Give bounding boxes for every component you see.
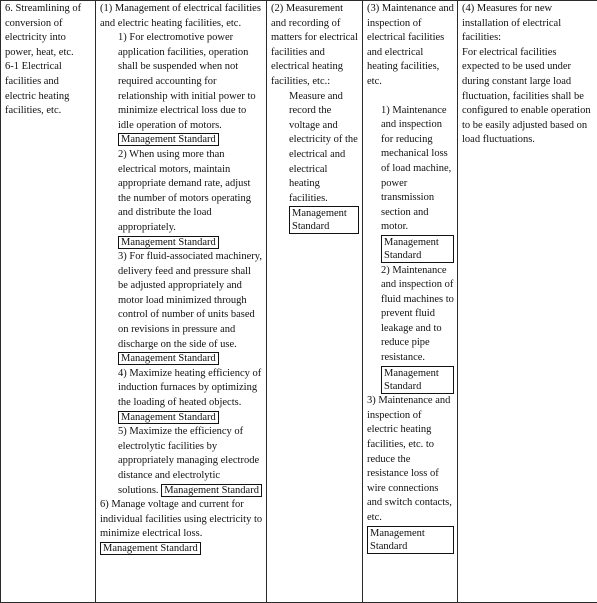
maintenance-heading: (3) Maintenance and inspection of electrical facilities and electrical heating facilities, etc. (367, 3, 454, 87)
maintenance-cell (363, 1, 458, 603)
category-subtitle: 6-1 Electrical facilities and electric heating facilities, etc. (5, 61, 70, 117)
maintenance-item-3: 3) Maintenance and inspection of electric heating facilities, etc. to reduce the resistance loss of wire connections and switch contacts, etc. Management Standard (367, 394, 454, 554)
management-standard-badge: Management Standard (118, 352, 219, 365)
management-standard-badge: Management Standard (118, 133, 219, 146)
maintenance-item-2: 2) Maintenance and inspection of fluid machines to prevent fluid leakage and to reduce pipe resistance. Management Standard (381, 264, 454, 392)
management-item-2: 2) When using more than electrical motors, maintain appropriate demand rate, adjust the number of motors operating and distribute the load appropriately. Management Standard (118, 148, 251, 248)
management-cell (96, 1, 267, 603)
management-standard-badge: Management Standard (118, 236, 219, 249)
table-row (1, 1, 597, 603)
management-standard-badge: Management Standard (161, 484, 262, 497)
management-item-5: 5) Maximize the efficiency of electrolytic facilities by appropriately managing electrode distance and electrolytic solutions. Management Standard (118, 425, 263, 498)
maintenance-item-1: 1) Maintenance and inspection for reducing mechanical loss of load machine, power transmission section and motor. Management Standard (381, 104, 454, 264)
category-cell (1, 1, 96, 603)
management-standard-badge: Management Standard (381, 235, 454, 263)
management-item-3: 3) For fluid-associated machinery, delivery feed and pressure shall be adjusted appropriately and motor load minimized through control of number of units based on revisions in pressure and discharge on the side of use. Management Standard (118, 251, 262, 365)
measurement-item-1: Measure and record the voltage and electricity of the electrical and electrical heating facilities. Management Standard (289, 90, 358, 233)
new-installation-cell (458, 1, 597, 603)
management-item-6: 6) Manage voltage and current for individual facilities using electricity to minimize electrical loss. Management Standard (100, 499, 263, 554)
new-installation-heading: (4) Measures for new installation of electrical facilities: (462, 3, 562, 44)
management-standard-badge: Management Standard (100, 542, 201, 555)
category-title: 6. Streamlining of conversion of electricity into power, heat, etc. (5, 3, 82, 58)
new-installation-body: For electrical facilities expected to be used under during constant large load fluctuation, facilities shall be configured to enable operation to be easily adjusted based on load fluctuations. (462, 46, 591, 146)
management-standard-badge: Management Standard (367, 526, 454, 554)
management-item-4: 4) Maximize heating efficiency of induction furnaces by optimizing the loading of heated objects. Management Standard (118, 367, 262, 423)
management-standard-badge: Management Standard (118, 411, 219, 424)
measurement-cell (267, 1, 363, 603)
management-standard-badge: Management Standard (289, 206, 359, 234)
measurement-heading: (2) Measurement and recording of matters for electrical facilities and electrical heating facilities, etc.: (271, 3, 358, 87)
management-standard-badge: Management Standard (381, 366, 454, 394)
management-item-1: 1) For electromotive power application facilities, operation shall be suspended when not required accounting for relationship with initial power to minimize electrical loss due to idle operation of motors. Management Standard (118, 32, 256, 146)
management-heading: (1) Management of electrical facilities and electric heating facilities, etc. (100, 3, 261, 29)
